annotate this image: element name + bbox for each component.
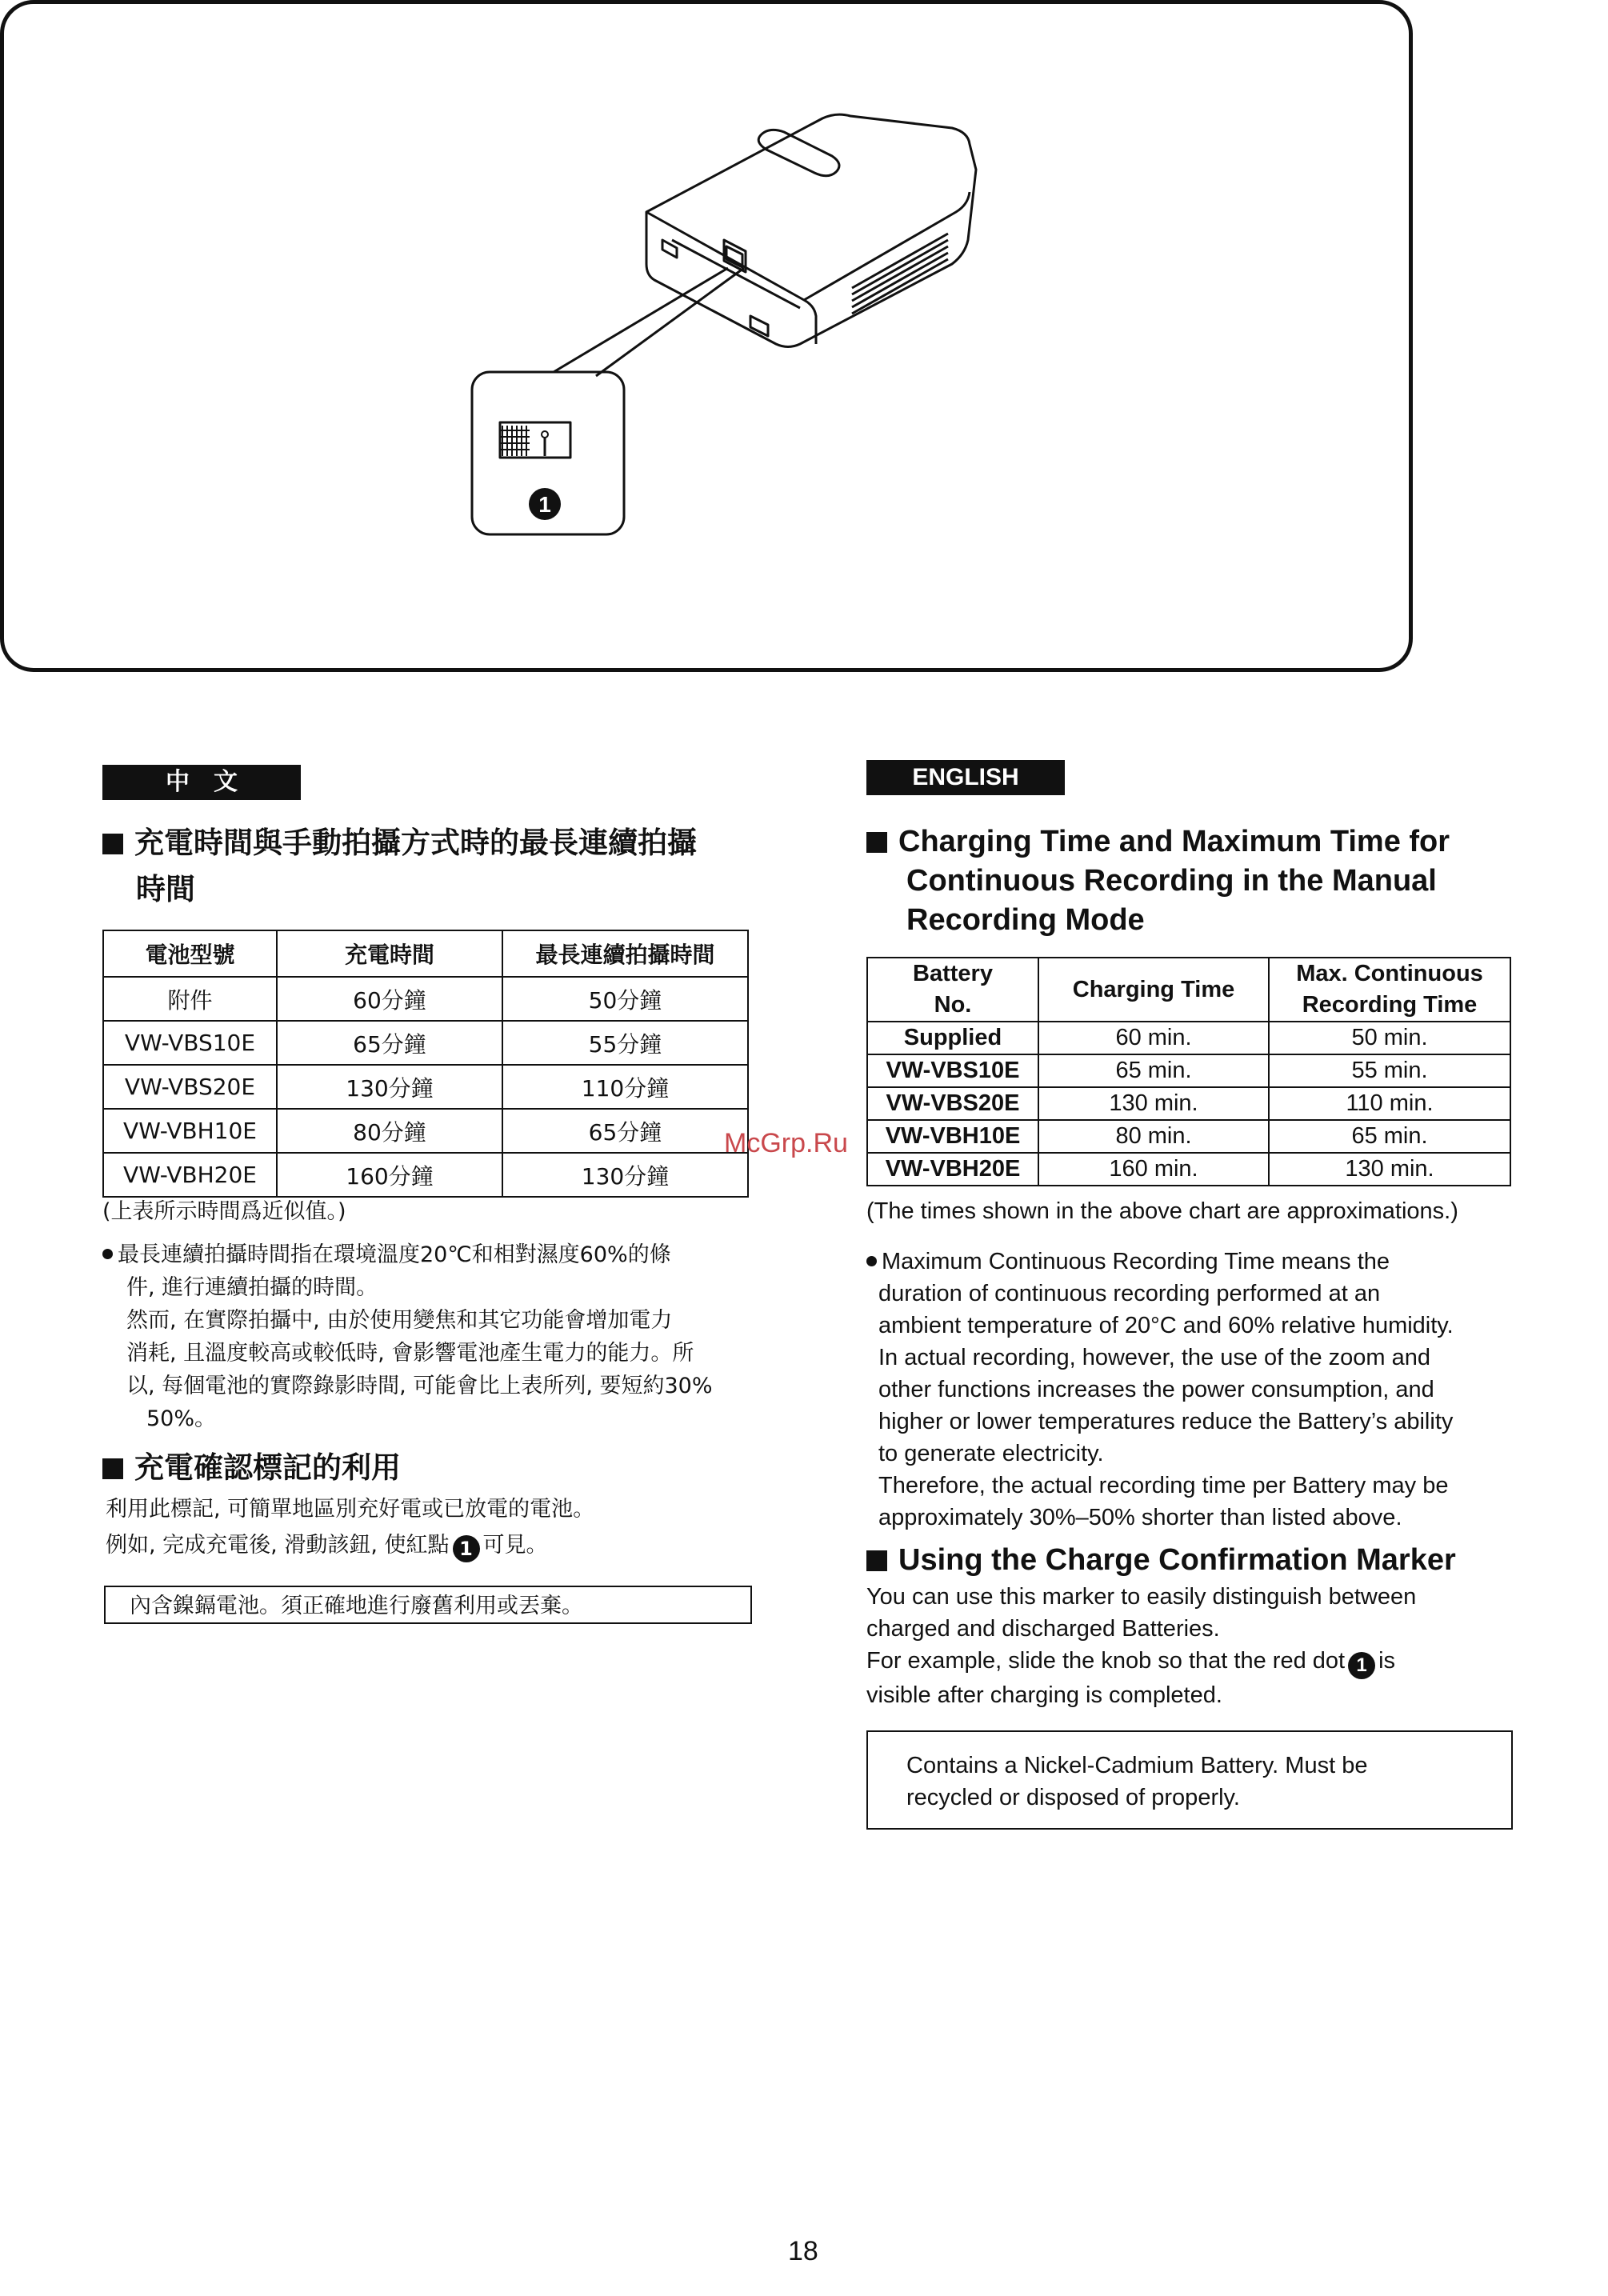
chinese-charging-table: 電池型號 充電時間 最長連續拍攝時間 附件 60分鐘 50分鐘 VW-VBS10E 65分鐘 55分鐘 VW-VBS20E 130分鐘 110分鐘 VW-VBH10E 80分鐘 65分鐘 VW-VBH20E 160分鐘 130分鐘: [102, 930, 749, 1198]
table-row: Supplied 60 min. 50 min.: [867, 1022, 1510, 1054]
page-number: 18: [788, 2236, 818, 2266]
svg-text:1: 1: [538, 492, 551, 517]
table-row: VW-VBH20E 160分鐘 130分鐘: [103, 1153, 748, 1197]
table-row: VW-VBS20E 130分鐘 110分鐘: [103, 1065, 748, 1109]
chinese-table-note: (上表所示時間爲近似值。): [102, 1199, 346, 1224]
english-marker-paragraph: You can use this marker to easily distinguish between charged and discharged Batteries. For example, slide the knob so that the red dot 1 is visible after charging is completed.: [866, 1584, 1417, 1708]
bullet-square-icon: [866, 832, 887, 853]
illustration-frame: [0, 0, 1413, 672]
table-row: VW-VBS10E 65分鐘 55分鐘: [103, 1021, 748, 1065]
callout-marker-icon: 1: [453, 1535, 480, 1562]
table-row: VW-VBS20E 130 min. 110 min.: [867, 1087, 1510, 1120]
bullet-square-icon: [866, 1550, 887, 1571]
english-table-note: (The times shown in the above chart are approximations.): [866, 1198, 1458, 1224]
bullet-square-icon: [102, 834, 123, 854]
english-bullet-paragraph: Maximum Continuous Recording Time means the duration of continuous recording performed at an ambient temperature of 20°C and 60% relative humidity. In actual recording, however, the use of the zoom and other functions increases the power consumption, and higher or lower temperatures reduce the Battery’s ability to generate electricity. Therefore, the actual recording time per Battery may be approximately 30%–50% shorter than listed above.: [866, 1246, 1530, 1534]
chinese-marker-paragraph: 利用此標記, 可簡單地區別充好電或已放電的電池。 例如, 完成充電後, 滑動該鈕, 使紅點 1 可見。: [106, 1493, 770, 1562]
chinese-heading-charging: 充電時間與手動拍攝方式時的最長連續拍攝 時間: [102, 820, 766, 913]
english-warning-box: Contains a Nickel-Cadmium Battery. Must be recycled or disposed of properly.: [866, 1730, 1513, 1830]
chinese-heading-marker: 充電確認標記的利用: [102, 1445, 401, 1491]
callout-marker-icon: 1: [1348, 1652, 1375, 1679]
table-row: 附件 60分鐘 50分鐘: [103, 977, 748, 1021]
bullet-square-icon: [102, 1458, 123, 1479]
english-charging-table: Battery No. Charging Time Max. Continuous Recording Time Supplied 60 min. 50 min. VW-VBS10E 65 min. 55 min. VW-VBS20E 130 min. 110 min. VW-VBH10E 80 min. 65 min. VW-VBH20E 160 min. 130 min.: [866, 957, 1511, 1186]
english-heading-charging: Charging Time and Maximum Time for Continuous Recording in the Manual Recording Mode: [866, 822, 1522, 940]
bullet-dot-icon: [102, 1249, 113, 1259]
chinese-warning-box: 內含鎳鎘電池。須正確地進行廢舊利用或丟棄。: [104, 1586, 752, 1624]
watermark: McGrp.Ru: [724, 1128, 848, 1158]
chinese-language-label: 中 文: [102, 765, 301, 800]
table-row: VW-VBH10E 80 min. 65 min.: [867, 1120, 1510, 1153]
chinese-bullet-paragraph: 最長連續拍攝時間指在環境溫度20℃和相對濕度60%的條 件, 進行連續拍攝的時間。 然而, 在實際拍攝中, 由於使用變焦和其它功能會增加電力 消耗, 且溫度較高或較低時, 會影響電池產生電力的能力。所 以, 每個電池的實際錄影時間, 可能會比上表所列, 要短約30% 50%。: [102, 1238, 766, 1435]
battery-illustration: [0, 0, 1413, 672]
table-row: VW-VBH10E 80分鐘 65分鐘: [103, 1109, 748, 1153]
english-heading-marker: Using the Charge Confirmation Marker: [866, 1541, 1456, 1580]
english-language-label: ENGLISH: [866, 760, 1065, 795]
bullet-dot-icon: [866, 1256, 877, 1266]
table-row: VW-VBH20E 160 min. 130 min.: [867, 1153, 1510, 1186]
table-row: VW-VBS10E 65 min. 55 min.: [867, 1054, 1510, 1087]
